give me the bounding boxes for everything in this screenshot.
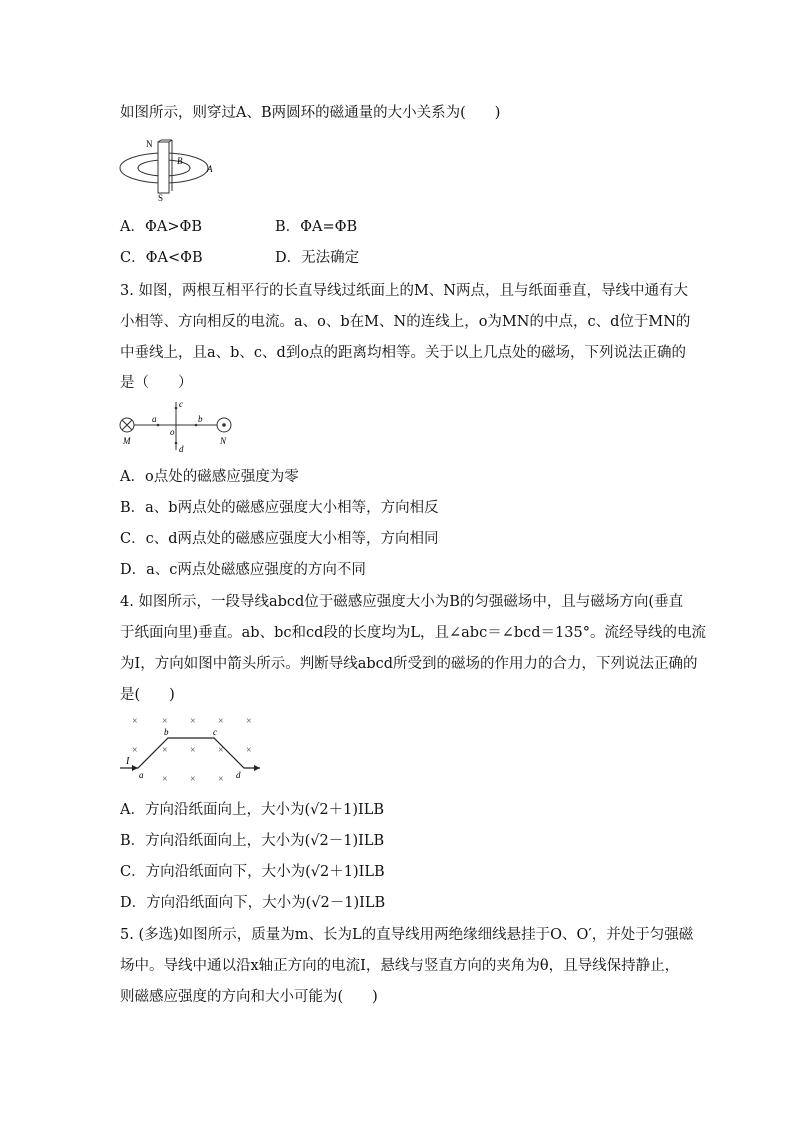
q4-stem-line-4: 是( ) — [120, 687, 175, 703]
q2-stem: 如图所示，则穿过A、B两圆环的磁通量的大小关系为( ) — [120, 105, 501, 121]
q4-stem-line-2: 于纸面向里)垂直。ab、bc和cd段的长度均为L，且∠abc＝∠bcd＝135°。流经导线的电流 — [120, 625, 706, 641]
q4-field-mark: × — [190, 774, 196, 785]
q3-label-d: d — [179, 444, 184, 454]
q3-option-c: C．c、d两点处的磁感应强度大小相等，方向相同 — [120, 531, 439, 547]
q4-field-mark: × — [190, 716, 196, 727]
q4-field-mark: × — [218, 716, 224, 727]
q4-label-a: a — [139, 770, 144, 780]
q4-field-mark: × — [246, 716, 252, 727]
q4-label-i: I — [126, 756, 130, 767]
q5-stem-line-1: 5. (多选)如图所示，质量为m、长为L的直导线用两绝缘细线悬挂于O、O′，并处于匀强磁 — [120, 927, 694, 943]
q4-field-mark: × — [162, 745, 168, 756]
q3-stem-line-4: 是（ ） — [120, 375, 193, 391]
q3-label-a: a — [152, 414, 157, 424]
q2-label-s: S — [158, 193, 164, 202]
q4-stem-line-1: 4. 如图所示，一段导线abcd位于磁感应强度大小为B的匀强磁场中，且与磁场方向(垂直 — [120, 594, 684, 610]
q3-option-d: D．a、c两点处磁感应强度的方向不同 — [120, 562, 366, 578]
q2-option-c: C．ΦA<ΦB — [120, 250, 203, 266]
q3-label-o: o — [170, 427, 175, 437]
q3-label-n: N — [220, 436, 227, 446]
q3-label-m: M — [123, 436, 131, 446]
q2-figure — [118, 136, 218, 202]
q4-label-d: d — [236, 770, 241, 780]
q4-field-mark: × — [132, 716, 138, 727]
q2-option-d: D．无法确定 — [275, 250, 360, 266]
q4-label-c: c — [213, 727, 217, 737]
q3-stem-line-1: 3. 如图，两根互相平行的长直导线过纸面上的M、N两点，且与纸面垂直，导线中通有大 — [120, 283, 688, 299]
q5-stem-line-2: 场中。导线中通以沿x轴正方向的电流I，悬线与竖直方向的夹角为θ，且导线保持静止， — [120, 958, 680, 974]
q3-label-c: c — [179, 399, 183, 409]
q2-label-n: N — [146, 139, 153, 149]
q4-field-mark: × — [162, 774, 168, 785]
q4-field-mark: × — [132, 745, 138, 756]
q2-label-a: A — [207, 164, 213, 174]
q3-figure — [118, 398, 238, 460]
q3-option-a: A．o点处的磁感应强度为零 — [120, 469, 299, 485]
q4-stem-line-3: 为I，方向如图中箭头所示。判断导线abcd所受到的磁场的作用力的合力，下列说法正确的 — [120, 656, 698, 672]
q3-stem-line-3: 中垂线上，且a、b、c、d到o点的距离均相等。关于以上几点处的磁场，下列说法正确的 — [120, 345, 687, 361]
q4-label-b: b — [164, 727, 169, 737]
q2-option-a: A．ΦA>ΦB — [120, 219, 203, 235]
q4-field-mark: × — [218, 745, 224, 756]
q4-figure — [118, 710, 263, 786]
q3-option-b: B．a、b两点处的磁感应强度大小相等，方向相反 — [120, 500, 439, 516]
q3-stem-line-2: 小相等、方向相反的电流。a、o、b在M、N的连线上，o为MN的中点，c、d位于MN的 — [120, 314, 691, 330]
q3-label-b: b — [198, 414, 203, 424]
q2-option-b: B．ΦA=ΦB — [275, 219, 358, 235]
q4-field-mark: × — [218, 774, 224, 785]
q2-label-b: B — [177, 156, 183, 166]
q5-stem-line-3: 则磁感应强度的方向和大小可能为( ) — [120, 989, 378, 1005]
q4-option-c: C．方向沿纸面向下，大小为(√2＋1)ILB — [120, 864, 385, 880]
q4-field-mark: × — [190, 745, 196, 756]
q4-option-b: B．方向沿纸面向上，大小为(√2－1)ILB — [120, 833, 385, 849]
q4-option-d: D．方向沿纸面向下，大小为(√2－1)ILB — [120, 895, 386, 911]
q4-option-a: A．方向沿纸面向上，大小为(√2＋1)ILB — [120, 802, 384, 818]
q4-field-mark: × — [162, 716, 168, 727]
q4-field-mark: × — [246, 745, 252, 756]
